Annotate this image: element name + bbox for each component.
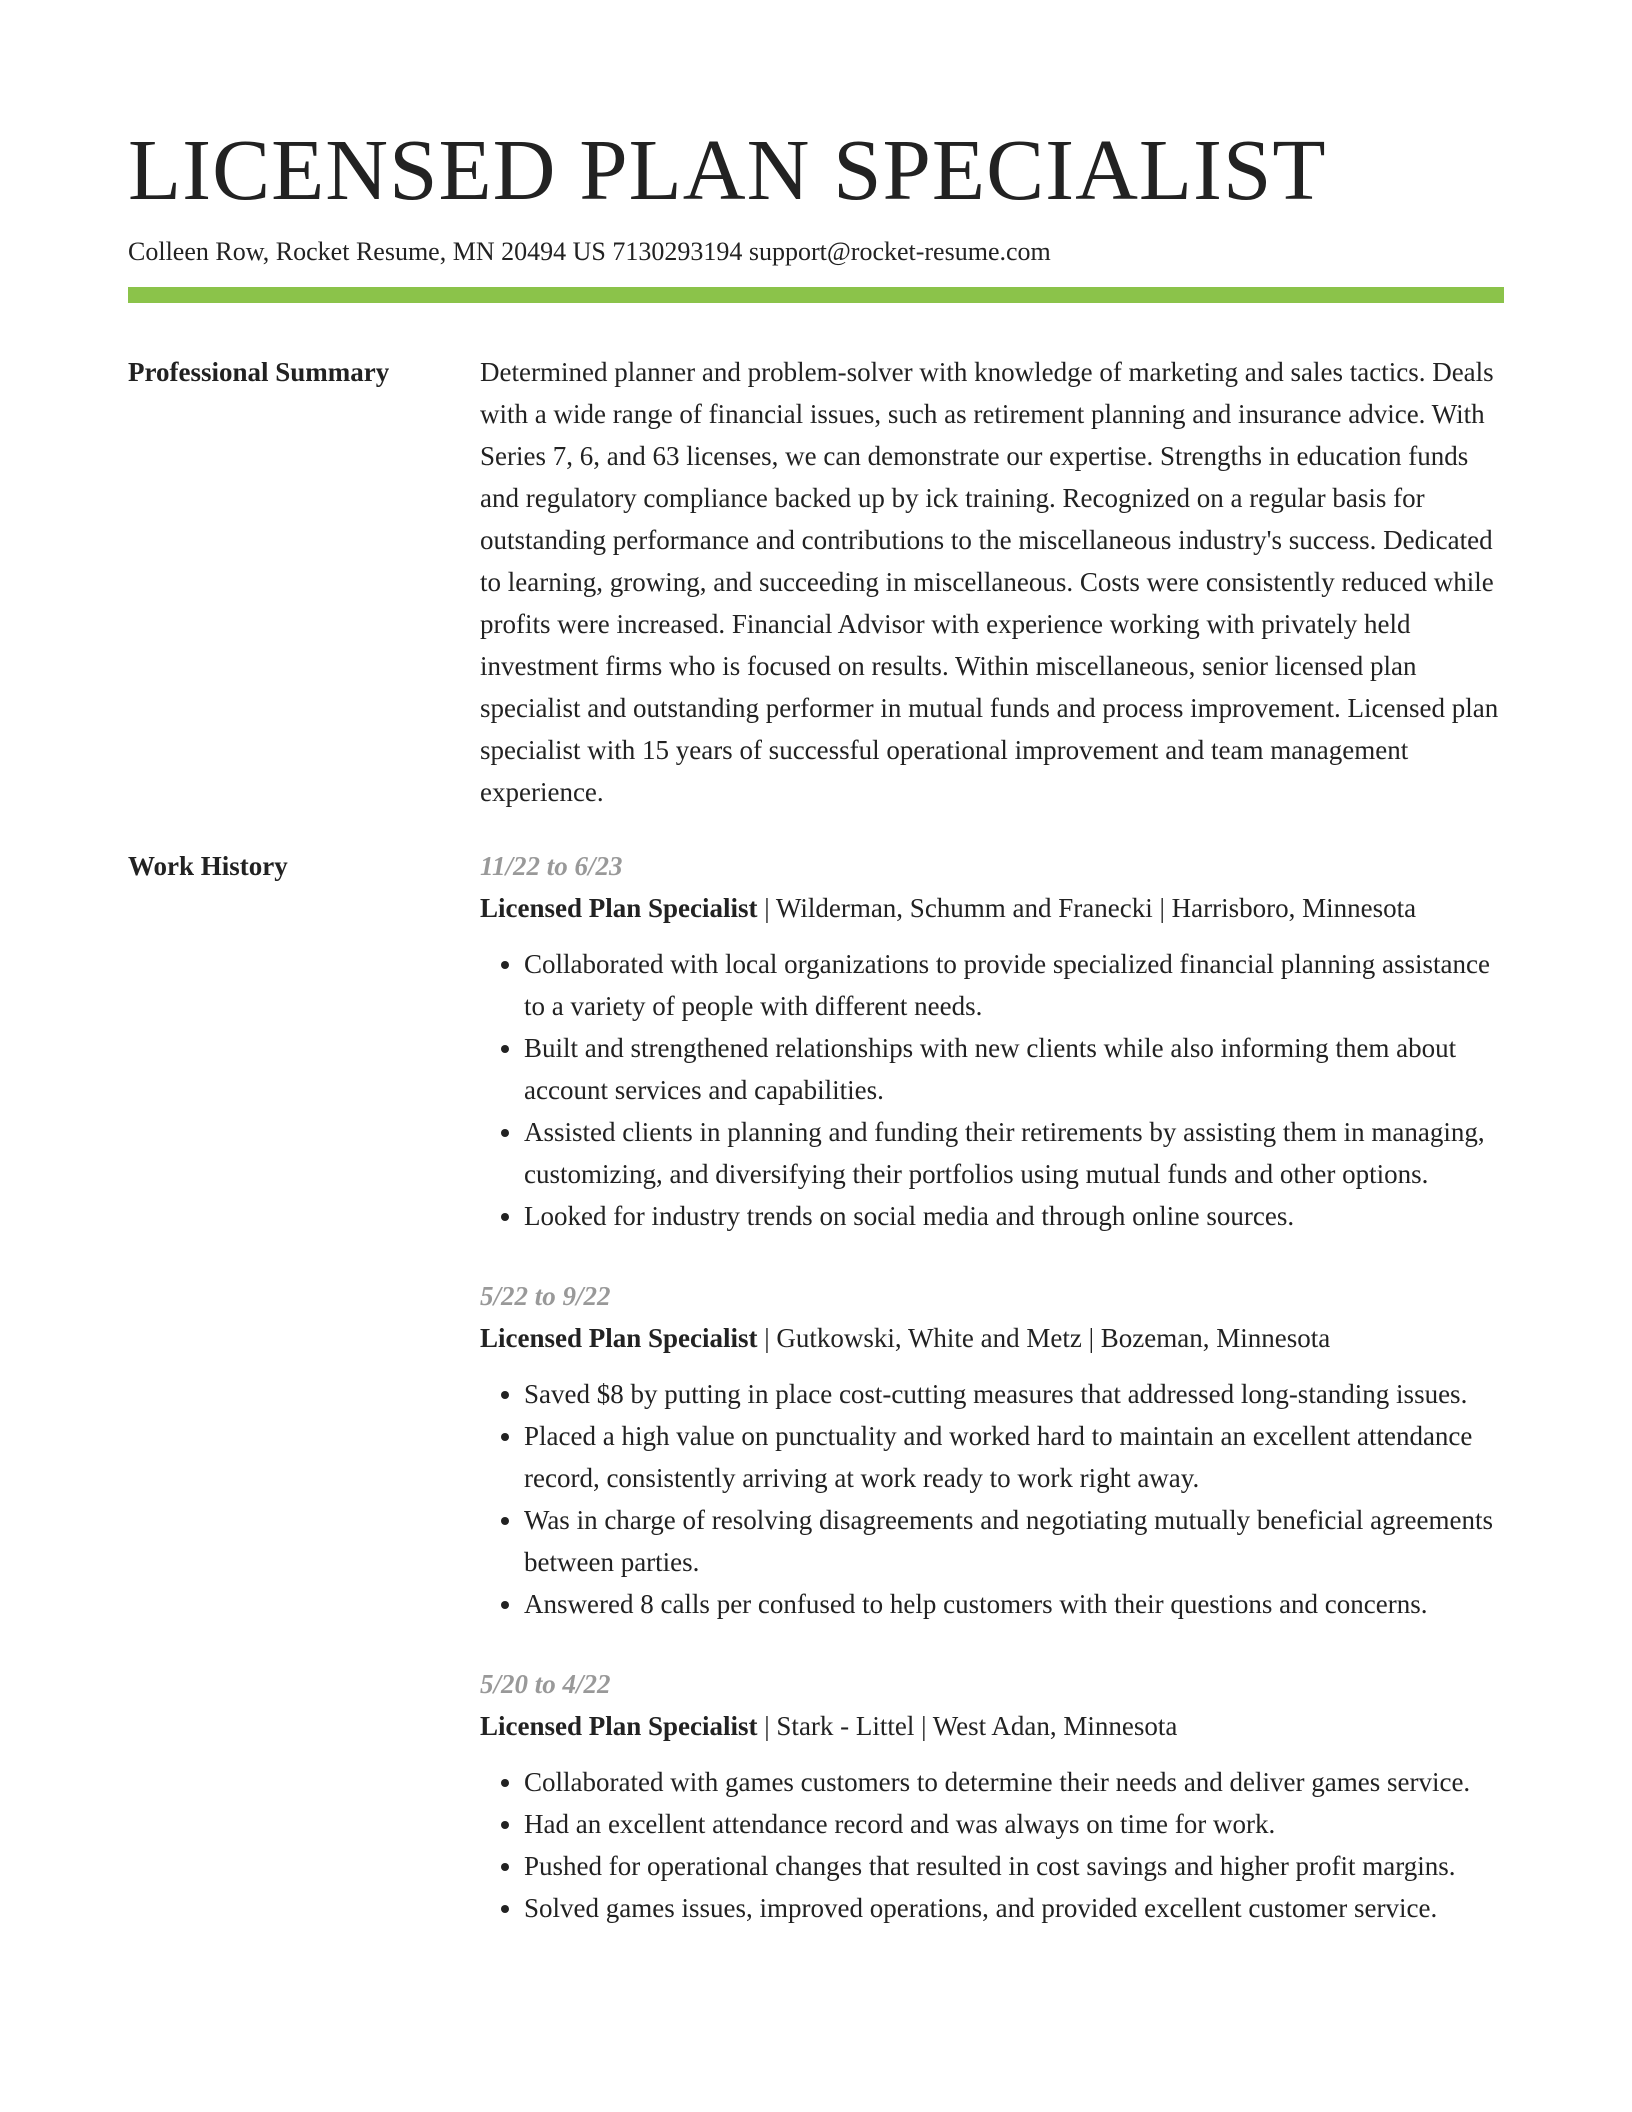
job-bullet: • Answered 8 calls per confused to help customers with their questions and concerns. bbox=[524, 1583, 1504, 1625]
job-entry bbox=[480, 845, 1504, 1237]
professional-summary-section bbox=[128, 351, 1504, 813]
job-bullet: • Collaborated with games customers to determine their needs and deliver games service. bbox=[524, 1761, 1504, 1803]
job-role: Licensed Plan Specialist bbox=[480, 1323, 758, 1353]
job-heading bbox=[480, 887, 1504, 929]
resume-title: LICENSED PLAN SPECIALIST bbox=[128, 121, 1327, 218]
work-history-section bbox=[128, 845, 1504, 1967]
job-heading bbox=[480, 1317, 1504, 1359]
job-bullet: • Had an excellent attendance record and was always on time for work. bbox=[524, 1803, 1504, 1845]
job-bullet: • Solved games issues, improved operations, and provided excellent customer service. bbox=[524, 1887, 1504, 1929]
job-role: Licensed Plan Specialist bbox=[480, 893, 758, 923]
resume-page bbox=[128, 118, 1504, 1967]
job-company-location: | Wilderman, Schumm and Franecki | Harrisboro, Minnesota bbox=[757, 893, 1417, 923]
job-bullet: • Looked for industry trends on social media and through online sources. bbox=[524, 1195, 1504, 1237]
job-heading bbox=[480, 1705, 1504, 1747]
job-bullet: • Pushed for operational changes that resulted in cost savings and higher profit margins. bbox=[524, 1845, 1504, 1887]
job-entry bbox=[480, 1275, 1504, 1625]
job-dates: 11/22 to 6/23 bbox=[480, 851, 623, 881]
summary-body bbox=[480, 351, 1504, 813]
job-bullet: • Built and strengthened relationships with new clients while also informing them about account services and capabilities. bbox=[524, 1027, 1504, 1111]
job-entry bbox=[480, 1663, 1504, 1929]
job-bullet: • Assisted clients in planning and funding their retirements by assisting them in managing, customizing, and diversifying their portfolios using mutual funds and other options. bbox=[524, 1111, 1504, 1195]
job-bullet: • Was in charge of resolving disagreements and negotiating mutually beneficial agreements between parties. bbox=[524, 1499, 1504, 1583]
contact-line: Colleen Row, Rocket Resume, MN 20494 US 7130293194 support@rocket-resume.com bbox=[128, 237, 1051, 266]
header-divider bbox=[128, 287, 1504, 303]
summary-text: Determined planner and problem-solver with knowledge of marketing and sales tactics. Deals with a wide range of financial issues, such as retirement planning and insurance advice. With Series 7, 6, and 63 licenses, we can demonstrate our expertise. Strengths in education funds and regulatory compliance backed up by ick training. Recognized on a regular basis for outstanding performance and contributions to the miscellaneous industry's success. Dedicated to learning, growing, and succeeding in miscellaneous. Costs were consistently reduced while profits were increased. Financial Advisor with experience working with privately held investment firms who is focused on results. Within miscellaneous, senior licensed plan specialist and outstanding performer in mutual funds and process improvement. Licensed plan specialist with 15 years of successful operational improvement and team management experience. bbox=[480, 357, 1499, 807]
section-label-work-history: Work History bbox=[128, 851, 288, 881]
job-bullet: • Collaborated with local organizations to provide specialized financial planning assistance to a variety of people with different needs. bbox=[524, 943, 1504, 1027]
section-label-summary: Professional Summary bbox=[128, 357, 390, 387]
job-role: Licensed Plan Specialist bbox=[480, 1711, 758, 1741]
job-dates: 5/22 to 9/22 bbox=[480, 1281, 611, 1311]
work-history-body bbox=[480, 845, 1504, 1967]
job-company-location: | Stark - Littel | West Adan, Minnesota bbox=[757, 1711, 1178, 1741]
job-bullet: • Placed a high value on punctuality and worked hard to maintain an excellent attendance record, consistently arriving at work ready to work right away. bbox=[524, 1415, 1504, 1499]
job-bullet-list bbox=[480, 1373, 1504, 1625]
job-company-location: | Gutkowski, White and Metz | Bozeman, Minnesota bbox=[757, 1323, 1331, 1353]
job-bullet-list bbox=[480, 943, 1504, 1237]
job-bullet: • Saved $8 by putting in place cost-cutting measures that addressed long-standing issues. bbox=[524, 1373, 1504, 1415]
job-bullet-list bbox=[480, 1761, 1504, 1929]
job-dates: 5/20 to 4/22 bbox=[480, 1669, 611, 1699]
